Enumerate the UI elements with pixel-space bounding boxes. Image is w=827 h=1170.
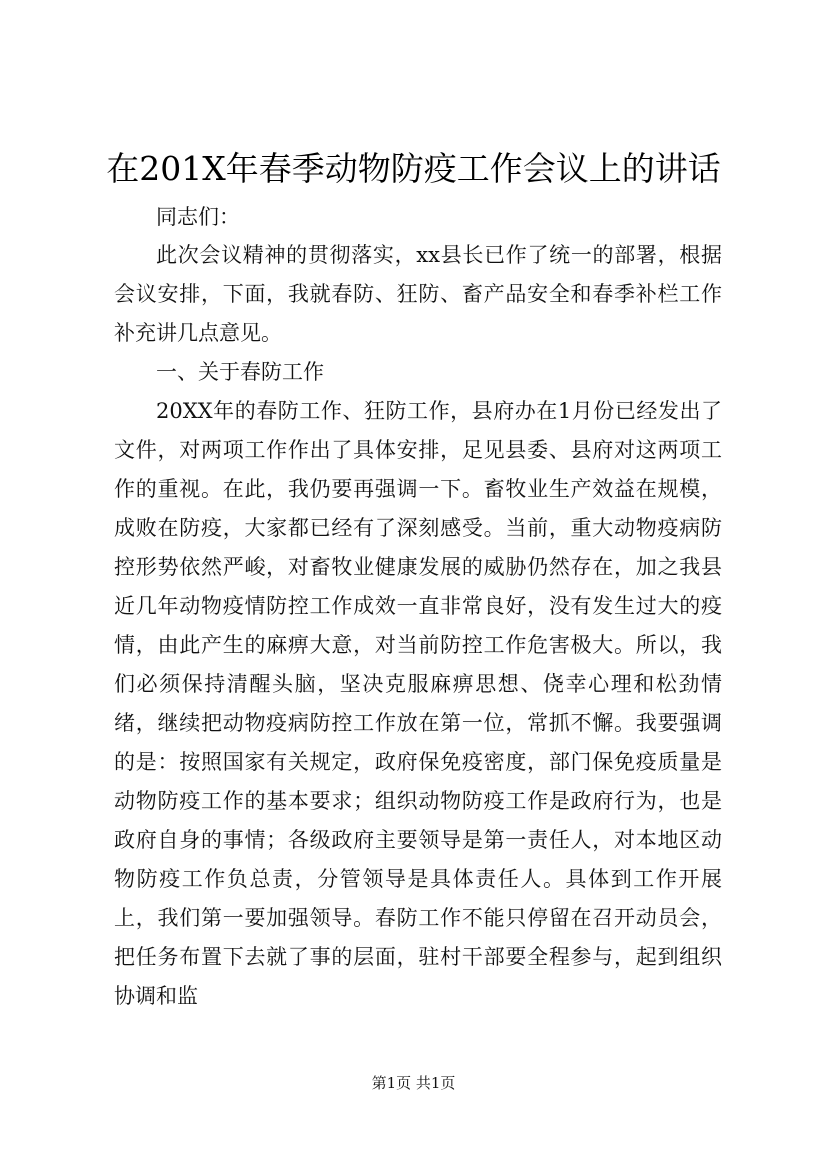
document-title: 在201X年春季动物防疫工作会议上的讲话 — [106, 149, 721, 188]
section-heading: 一、关于春防工作 — [156, 360, 324, 384]
salutation: 同志们： — [156, 205, 240, 229]
paragraph-spring-prevention: 20XX年的春防工作、狂防工作，县府办在1月份已经发出了文件，对两项工作作出了具体安排，足见县委、县府对这两项工作的重视。在此，我仍要再强调一下。畜牧业生产效益在规模，成败在防疫，大家都已经有了深刻感受。当前，重大动物疫病防控形势依然严峻，对畜牧业健康发展的威胁仍然存在，加之我县近几年动物疫情防控工作成效一直非常良好，没有发生过大的疫情，由此产生的麻痹大意，对当前防控工作危害极大。所以，我们必须保持清醒头脑，坚决克服麻痹思想、侥幸心理和松劲情绪，继续把动物疫病防控工作放在第一位，常抓不懈。我要强调的是：按照国家有关规定，政府保免疫密度，部门保免疫质量是动物防疫工作的基本要求；组织动物防疫工作是政府行为，也是政府自身的事情；各级政府主要领导是第一责任人，对本地区动物防疫工作负总责，分管领导是具体责任人。具体到工作开展上，我们第一要加强领导。春防工作不能只停留在召开动员会，把任务布置下去就了事的层面，驻村干部要全程参与，起到组织协调和监 — [114, 399, 722, 1008]
document-body — [114, 236, 722, 1016]
page-footer: 第1页 共1页 — [371, 1074, 456, 1092]
paragraph-intro: 此次会议精神的贯彻落实，xx县长已作了统一的部署，根据会议安排，下面，我就春防、狂防、畜产品安全和春季补栏工作补充讲几点意见。 — [114, 243, 722, 345]
